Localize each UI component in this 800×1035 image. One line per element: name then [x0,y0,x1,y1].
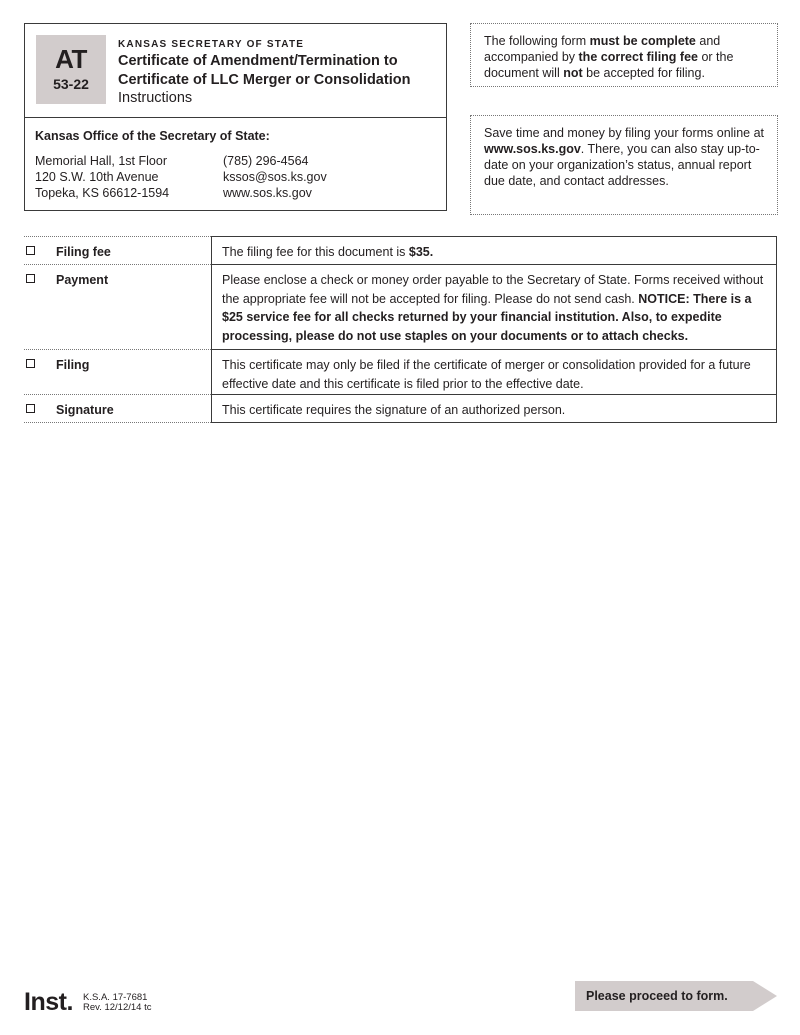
requirement-row-signature [24,395,777,423]
ksa-citation: K.S.A. 17-7681 [83,992,148,1003]
requirements-table [24,236,777,423]
requirement-row-filing-fee [24,236,777,265]
proceed-to-form-button[interactable] [575,981,777,1011]
requirement-label: Payment [56,273,109,287]
completion-notice [470,23,778,87]
address-line: Memorial Hall, 1st Floor [35,154,167,168]
form-code: AT [55,44,87,74]
requirement-description [211,265,777,350]
requirement-label-cell [24,395,211,423]
description-bold: $35. [408,245,434,259]
online-filing-notice [470,115,778,215]
requirement-row-filing [24,350,777,395]
requirement-label: Filing [56,358,90,372]
title-block [118,39,410,107]
requirement-label-cell [24,236,211,265]
office-contact [35,128,436,200]
checkbox-icon[interactable] [26,246,35,255]
header-box [24,23,447,211]
notice-bold: must be complete [589,34,696,48]
website-link[interactable]: www.sos.ks.gov [223,186,312,200]
office-contact-info [223,153,327,201]
requirement-description [211,236,777,265]
requirement-label-cell [24,350,211,395]
notice-text: The following form [484,34,590,48]
website-link[interactable]: www.sos.ks.gov [484,142,581,156]
revision-date: Rev. 12/12/14 tc [83,1002,152,1013]
office-title: Kansas Office of the Secretary of State: [35,129,270,143]
notice-text: or the document will [484,50,734,80]
phone: (785) 296-4564 [223,154,309,168]
form-code-badge [36,35,106,104]
description-text: Please enclose a check or money order payable to the Secretary of State. Forms received without the appropriate fee will not be accepted for filing. Please do not send cash. [222,273,764,306]
checkbox-icon[interactable] [26,404,35,413]
requirement-label-cell [24,265,211,350]
form-title-line2: Certificate of LLC Merger or Consolidation [118,72,411,88]
form-title-area [25,24,446,118]
agency-name: KANSAS SECRETARY OF STATE [118,39,305,50]
checkbox-icon[interactable] [26,359,35,368]
form-subtitle: Instructions [118,90,193,106]
form-number: 53-22 [53,76,89,92]
requirement-label: Signature [56,403,114,417]
notice-text: Save time and money by filing your forms online at [484,126,764,140]
description-bold: NOTICE: There is a $25 service fee for all checks returned by your financial institution. Also, to expedite processing, please do not use staples on your documents or to attach checks. [222,291,752,343]
description-text: This certificate may only be filed if the certificate of merger or consolidation provided for a future effective date and this certificate is filed prior to the effective date. [222,358,751,391]
form-title-line1: Certificate of Amendment/Termination to [118,53,398,69]
notice-text: . There, you can also stay up-to-date on your organization’s status, annual report due date, and contact addresses. [484,142,760,188]
instructions-label: Inst. [24,988,73,1016]
requirement-description [211,395,777,423]
notice-text: be accepted for filing. [582,66,705,80]
description-text: This certificate requires the signature of an authorized person. [222,403,566,417]
notice-bold: not [563,66,583,80]
requirement-description [211,350,777,395]
proceed-label: Please proceed to form. [586,989,728,1003]
requirement-row-payment [24,265,777,350]
notice-bold: the correct filing fee [578,50,698,64]
statute-reference [83,993,151,1013]
address-line: 120 S.W. 10th Avenue [35,170,159,184]
email-link[interactable]: kssos@sos.ks.gov [223,170,327,184]
address-line: Topeka, KS 66612-1594 [35,186,170,200]
description-text: The filing fee for this document is [222,245,409,259]
checkbox-icon[interactable] [26,274,35,283]
notice-text: and accompanied by [484,34,721,64]
office-address [35,153,169,201]
requirement-label: Filing fee [56,245,111,259]
